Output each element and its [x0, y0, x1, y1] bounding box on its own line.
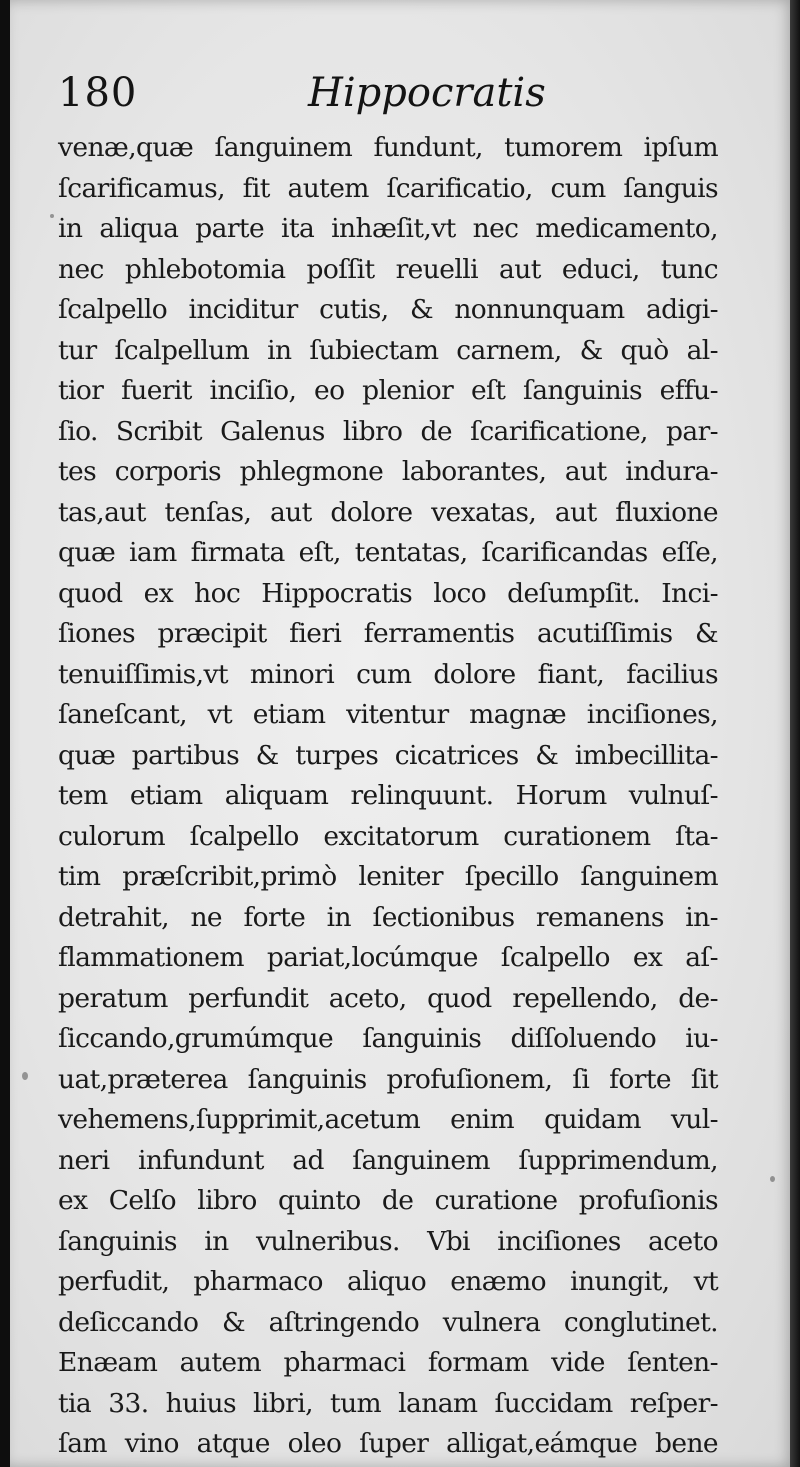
text-line: neri infundunt ad ſanguinem ſupprimendum, — [58, 1144, 718, 1176]
text-line: ſio. Scribit Galenus libro de ſcarificatione, par- — [58, 415, 718, 447]
text-line: ſanguinis in vulneribus. Vbi inciſiones aceto — [58, 1225, 718, 1257]
body-text — [58, 128, 718, 1465]
text-line: quæ partibus & turpes cicatrices & imbecillita- — [58, 739, 718, 771]
text-line: ſiones præcipit fieri ferramentis acutiſſimis & — [58, 618, 718, 649]
text-line: flammationem pariat,locúmque ſcalpello ex aſ- — [58, 942, 718, 973]
text-line: ſiccando,grumúmque ſanguinis diſſoluendo iu- — [58, 1023, 718, 1054]
text-line: peratum perfundit aceto, quod repellendo, de- — [58, 982, 718, 1014]
text-line: venæ,quæ ſanguinem fundunt, tumorem ipſum — [58, 132, 718, 163]
text-line: quæ iam firmata eſt, tentatas, ſcarificandas eſſe, — [58, 537, 718, 568]
text-line: tem etiam aliquam relinquunt. Horum vulnuſ- — [58, 780, 718, 811]
text-line: tior fuerit inciſio, eo plenior eſt ſanguinis effu- — [58, 375, 718, 406]
text-line: perfudit, pharmaco aliquo enæmo inungit, vt — [58, 1266, 718, 1297]
text-line: vehemens,ſupprimit,acetum enim quidam vul- — [58, 1104, 718, 1135]
paper-speck — [50, 214, 54, 218]
paper-speck — [770, 1176, 775, 1182]
page-number: 180 — [58, 70, 138, 116]
text-line: tenuiſſimis,vt minori cum dolore fiant, facilius — [58, 658, 718, 690]
text-line: uat,præterea ſanguinis profuſionem, ſi forte ſit — [58, 1063, 718, 1095]
page-edge-shadow — [790, 0, 800, 1467]
text-line: Enæam autem pharmaci formam vide ſenten- — [58, 1347, 718, 1378]
text-line: culorum ſcalpello excitatorum curationem ſta- — [58, 820, 718, 852]
text-line: ſcarificamus, fit autem ſcarificatio, cum ſanguis — [58, 172, 718, 204]
running-head: Hippocratis — [308, 70, 546, 116]
text-line: ſam vino atque oleo ſuper alligat,eámque bene — [58, 1428, 718, 1459]
page-header — [58, 70, 718, 130]
text-line: ſaneſcant, vt etiam vitentur magnæ inciſiones, — [58, 699, 718, 730]
text-line: in aliqua parte ita inhæſit,vt nec medicamento, — [58, 213, 718, 244]
text-line: tas,aut tenſas, aut dolore vexatas, aut fluxione — [58, 496, 718, 528]
text-line: tes corporis phlegmone laborantes, aut indura- — [58, 456, 718, 487]
book-page — [10, 0, 794, 1467]
text-line: nec phlebotomia poſſit reuelli aut educi, tunc — [58, 253, 718, 285]
text-line: deſiccando & aſtringendo vulnera conglutinet. — [58, 1306, 718, 1338]
text-line: ex Celſo libro quinto de curatione profuſionis — [58, 1185, 718, 1216]
text-line: ſcalpello inciditur cutis, & nonnunquam adigi- — [58, 294, 718, 325]
text-line: tur ſcalpellum in ſubiectam carnem, & quò al- — [58, 334, 718, 366]
paper-speck — [22, 1072, 28, 1080]
text-line: detrahit, ne forte in ſectionibus remanens in- — [58, 901, 718, 933]
text-line: quod ex hoc Hippocratis loco deſumpſit. Inci- — [58, 577, 718, 609]
text-line: tim præſcribit,primò leniter ſpecillo ſanguinem — [58, 861, 718, 892]
text-line: tia 33. huius libri, tum lanam ſuccidam reſper- — [58, 1387, 718, 1419]
